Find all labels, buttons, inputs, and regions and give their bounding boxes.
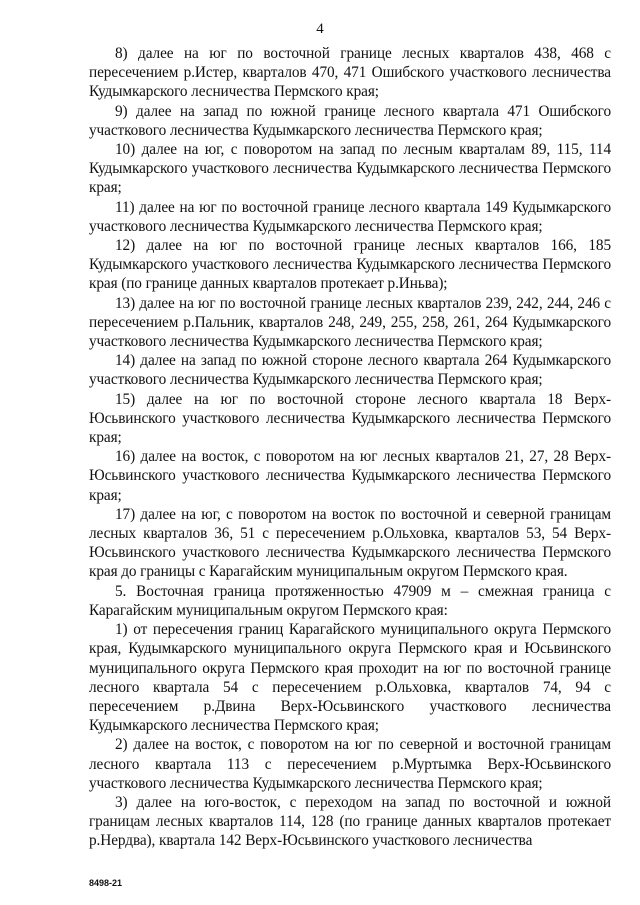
page-number: 4 (316, 21, 324, 37)
section-heading-east-border: 5. Восточная граница протяженностью 47909 м – смежная граница с Карагайским муниципальным округом Пермского края: (89, 582, 611, 619)
paragraph-item-16: 16) далее на восток, с поворотом на юг лесных кварталов 21, 27, 28 Верх-Юсьвинского участкового лесничества Кудымкарского лесничества Пермского края; (89, 448, 611, 504)
paragraph-item-8: 8) далее на юг по восточной границе лесных кварталов 438, 468 с пересечением р.Истер, кварталов 470, 471 Ошибского участкового лесничества Кудымкарского лесничества Пермского края; (89, 45, 611, 101)
document-body (89, 44, 611, 851)
document-code: 8498-21 (89, 878, 123, 888)
paragraph-item-3: 3) далее на юго-восток, с переходом на запад по восточной и южной границам лесных кварталов 114, 128 (по границе данных кварталов протекает р.Нердва), квартала 142 Верх-Юсьвинского участкового лесничества (89, 793, 611, 850)
paragraph-item-2: 2) далее на восток, с поворотом на юг по северной и восточной границам лесного квартала 113 с пересечением р.Муртымка Верх-Юсьвинского участкового лесничества Кудымкарского лесничества Пермского края; (89, 736, 611, 792)
paragraph-item-12: 12) далее на юг по восточной границе лесных кварталов 166, 185 Кудымкарского участкового лесничества Кудымкарского лесничества Пермского края (по границе данных кварталов протекает р.Иньва); (89, 237, 611, 293)
paragraph-item-10: 10) далее на юг, с поворотом на запад по лесным кварталам 89, 115, 114 Кудымкарского участкового лесничества Кудымкарского лесничества Пермского края; (89, 141, 611, 197)
paragraph-item-15: 15) далее на юг по восточной стороне лесного квартала 18 Верх-Юсьвинского участкового лесничества Кудымкарского лесничества Пермского края; (89, 390, 611, 447)
paragraph-item-1: 1) от пересечения границ Карагайского муниципального округа Пермского края, Кудымкарского муниципального округа Пермского края и Юсьвинского муниципального округа Пермского края проходит на юг по восточной границе лесного квартала 54 с пересечением р.Ольховка, кварталов 74, 94 с пересечением р.Двина Верх-Юсьвинского участкового лесничества Кудымкарского лесничества Пермского края; (89, 621, 611, 735)
paragraph-item-13: 13) далее на юг по восточной границе лесных кварталов 239, 242, 244, 246 с пересечением р.Пальник, кварталов 248, 249, 255, 258, 261, 264 Кудымкарского участкового лесничества Кудымкарского лесничества Пермского края; (89, 294, 611, 351)
paragraph-item-17: 17) далее на юг, с поворотом на восток по восточной и северной границам лесных кварталов 36, 51 с пересечением р.Ольховка, кварталов 53, 54 Верх-Юсьвинского участкового лесничества Кудымкарского лесничества Пермского края до границы с Карагайским муниципальным округом Пермского края. (89, 505, 611, 581)
paragraph-item-11: 11) далее на юг по восточной границе лесного квартала 149 Кудымкарского участкового лесничества Кудымкарского лесничества Пермского края; (89, 198, 611, 235)
paragraph-item-9: 9) далее на запад по южной границе лесного квартала 471 Ошибского участкового лесничества Кудымкарского лесничества Пермского края; (89, 102, 611, 139)
paragraph-item-14: 14) далее на запад по южной стороне лесного квартала 264 Кудымкарского участкового лесничества Кудымкарского лесничества Пермского края; (89, 352, 611, 389)
